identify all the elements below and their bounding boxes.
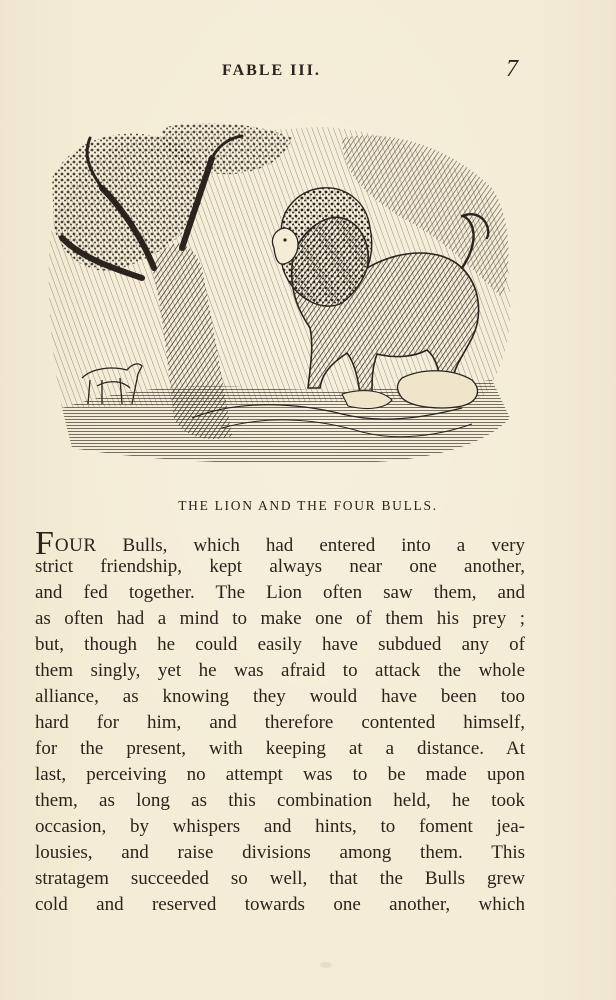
text-line: but, though he could easily have subdued any of [35,634,525,655]
text-line: alliance, as knowing they would have been too [35,686,525,707]
fable-text [35,525,525,918]
text-line: them, as long as this combination held, he took [35,790,525,811]
text-line: last, perceiving no attempt was to be made upon [35,764,525,785]
text-line [35,525,525,562]
text-line: lousies, and raise divisions among them. This [35,842,525,863]
text-line: strict friendship, kept always near one another, [35,556,525,577]
text-line: occasion, by whispers and hints, to foment jea- [35,816,525,837]
lion-engraving-icon [42,118,516,468]
first-word-smallcaps: OUR [54,535,97,556]
text-line: them singly, yet he was afraid to attack the whole [35,660,525,681]
text-line: as often had a mind to make one of them his prey ; [35,608,525,629]
running-header [0,56,616,86]
text-line: for the present, with keeping at a distance. At [35,738,525,759]
text-line: stratagem succeeded so well, that the Bulls grew [35,868,525,889]
text-line: hard for him, and therefore contented himself, [35,712,525,733]
text-line: cold and reserved towards one another, which [35,894,525,915]
drop-cap: F [35,525,54,562]
paper-stain [320,962,332,968]
page-number: 7 [506,56,518,82]
text-line: and fed together. The Lion often saw them, and [35,582,525,603]
illustration-caption: THE LION AND THE FOUR BULLS. [178,498,438,513]
text-line-content: Bulls, which had entered into a very [96,535,525,556]
running-title: FABLE III. [222,62,321,79]
